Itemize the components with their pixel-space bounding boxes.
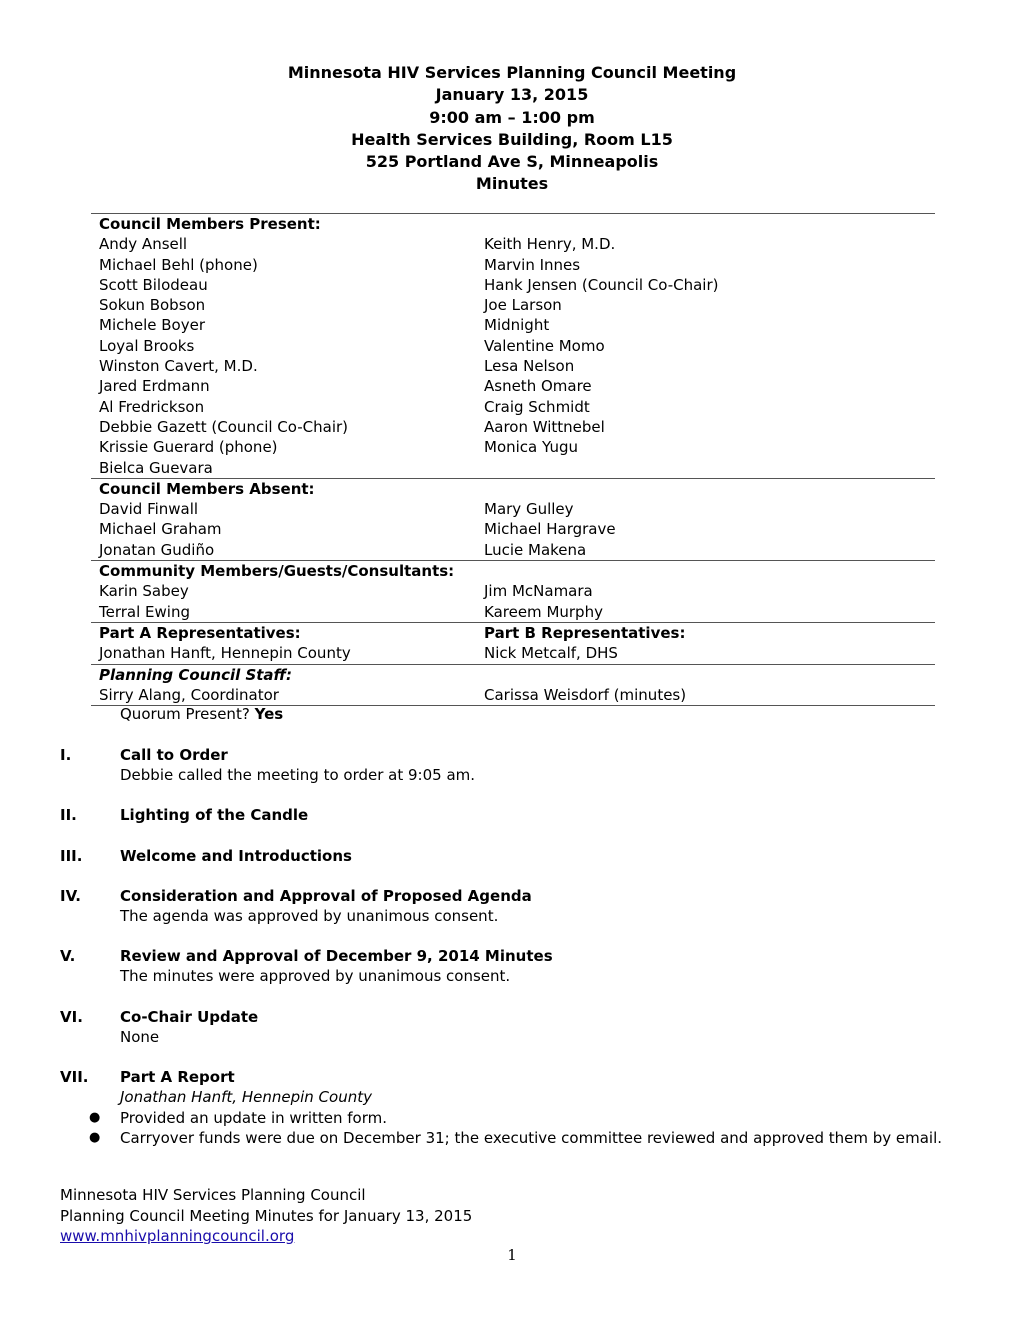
roster-name: Michael Behl (phone) (99, 255, 258, 274)
item-number: II. (60, 806, 77, 824)
list-item (89, 1108, 960, 1128)
roster-name: Jonathan Hanft, Hennepin County (99, 644, 351, 663)
roster-name: Craig Schmidt (484, 397, 590, 416)
roster-row (91, 397, 935, 417)
agenda-item (60, 946, 960, 987)
roster-row (91, 602, 935, 622)
staff-section (91, 664, 935, 707)
page-footer (60, 1185, 472, 1247)
roster-name: Lesa Nelson (484, 357, 575, 376)
roster-name: Jared Erdmann (99, 377, 210, 396)
roster-name: Monica Yugu (484, 438, 578, 457)
roster-name: Michael Hargrave (484, 520, 616, 539)
roster-row (91, 458, 935, 478)
agenda-item (60, 805, 960, 825)
roster-row (91, 499, 935, 519)
community-section (91, 560, 935, 622)
meeting-address: 525 Portland Ave S, Minneapolis (365, 152, 659, 172)
roster-name: Bielca Guevara (99, 458, 213, 477)
roster-name: Nick Metcalf, DHS (484, 644, 618, 663)
item-text: Debbie called the meeting to order at 9:05 am. (120, 766, 476, 785)
roster-name: Valentine Momo (484, 336, 605, 355)
roster-row (91, 519, 935, 539)
roster-name: David Finwall (99, 500, 199, 519)
agenda-item (60, 886, 960, 927)
quorum-value: Yes (254, 705, 284, 723)
members-present-section (91, 213, 935, 478)
footer-doc-title: Planning Council Meeting Minutes for January 13, 2015 (60, 1206, 473, 1225)
meeting-time: 9:00 am – 1:00 pm (429, 107, 595, 127)
section-heading: Part A Representatives: (99, 623, 301, 642)
website-link[interactable]: www.mnhivplanningcouncil.org (60, 1227, 295, 1245)
attendance-roster (91, 213, 935, 706)
item-number: IV. (60, 887, 81, 905)
roster-row (91, 376, 935, 396)
roster-name: Andy Ansell (99, 235, 188, 254)
roster-name: Winston Cavert, M.D. (99, 357, 258, 376)
item-text: None (120, 1028, 160, 1047)
roster-name: Midnight (484, 316, 550, 335)
document-type: Minutes (475, 174, 549, 194)
members-absent-section (91, 478, 935, 560)
roster-name: Hank Jensen (Council Co-Chair) (484, 275, 719, 294)
roster-name: Lucie Makena (484, 540, 587, 559)
roster-row (91, 417, 935, 437)
roster-name: Terral Ewing (99, 602, 190, 621)
item-number: VI. (60, 1008, 83, 1026)
representatives-section (91, 622, 935, 664)
roster-name: Loyal Brooks (99, 336, 195, 355)
item-text: The agenda was approved by unanimous consent. (120, 907, 499, 926)
roster-name: Keith Henry, M.D. (484, 235, 616, 254)
section-heading: Planning Council Staff: (99, 665, 293, 684)
roster-name: Sokun Bobson (99, 296, 206, 315)
roster-name: Krissie Guerard (phone) (99, 438, 278, 457)
roster-name: Marvin Innes (484, 255, 581, 274)
bullet-icon: ● (89, 1109, 101, 1125)
item-title: Call to Order (120, 746, 228, 764)
roster-row (91, 540, 935, 560)
page-number: 1 (507, 1246, 517, 1264)
section-heading: Part B Representatives: (484, 623, 686, 642)
roster-name: Jim McNamara (484, 582, 593, 601)
meeting-title: Minnesota HIV Services Planning Council Meeting (287, 63, 737, 82)
roster-row (91, 437, 935, 457)
list-item (89, 1128, 960, 1148)
item-number: VII. (60, 1068, 89, 1086)
document-header (0, 62, 1024, 196)
agenda-item (60, 1007, 960, 1048)
section-heading: Council Members Absent: (99, 479, 315, 498)
item-text: The minutes were approved by unanimous consent. (120, 967, 511, 986)
agenda-item (60, 846, 960, 866)
agenda-item (60, 745, 960, 786)
roster-name: Al Fredrickson (99, 397, 205, 416)
item-title: Review and Approval of December 9, 2014 Minutes (120, 947, 553, 965)
footer-org: Minnesota HIV Services Planning Council (60, 1186, 366, 1204)
roster-name: Karin Sabey (99, 582, 189, 601)
roster-row (91, 234, 935, 254)
roster-name: Sirry Alang, Coordinator (99, 685, 279, 704)
item-number: III. (60, 847, 83, 865)
item-title: Part A Report (120, 1068, 235, 1086)
roster-row (91, 315, 935, 335)
roster-row (91, 275, 935, 295)
roster-name: Carissa Weisdorf (minutes) (484, 685, 687, 704)
roster-name: Joe Larson (484, 296, 562, 315)
roster-name: Aaron Wittnebel (484, 417, 605, 436)
bullet-list (89, 1108, 960, 1149)
meeting-location: Health Services Building, Room L15 (351, 129, 673, 149)
item-title: Consideration and Approval of Proposed Agenda (120, 887, 532, 905)
bullet-text: Carryover funds were due on December 31; the executive committee reviewed and approved them by email. (120, 1128, 943, 1147)
roster-name: Kareem Murphy (484, 602, 603, 621)
item-title: Co-Chair Update (120, 1008, 259, 1026)
item-presenter: Jonathan Hanft, Hennepin County (120, 1088, 372, 1107)
agenda-item (60, 1067, 960, 1148)
bullet-text: Provided an update in written form. (120, 1108, 388, 1127)
roster-row (91, 295, 935, 315)
roster-name: Michael Graham (99, 520, 222, 539)
section-heading: Community Members/Guests/Consultants: (99, 562, 455, 581)
roster-row (91, 255, 935, 275)
roster-name: Mary Gulley (484, 500, 574, 519)
bullet-icon: ● (89, 1129, 101, 1145)
item-title: Welcome and Introductions (120, 847, 352, 865)
quorum-label: Quorum Present? (120, 705, 250, 723)
roster-row (91, 356, 935, 376)
roster-name: Asneth Omare (484, 377, 592, 396)
roster-name: Scott Bilodeau (99, 275, 208, 294)
roster-name: Michele Boyer (99, 316, 205, 335)
item-number: V. (60, 947, 76, 965)
item-number: I. (60, 746, 72, 764)
item-title: Lighting of the Candle (120, 806, 309, 824)
roster-row (91, 581, 935, 601)
roster-name (484, 458, 935, 478)
section-heading: Council Members Present: (99, 215, 321, 233)
roster-name: Jonatan Gudiño (99, 540, 215, 559)
roster-name: Debbie Gazett (Council Co-Chair) (99, 417, 349, 436)
roster-row (91, 336, 935, 356)
quorum-line (120, 704, 283, 724)
meeting-date: January 13, 2015 (435, 85, 589, 105)
